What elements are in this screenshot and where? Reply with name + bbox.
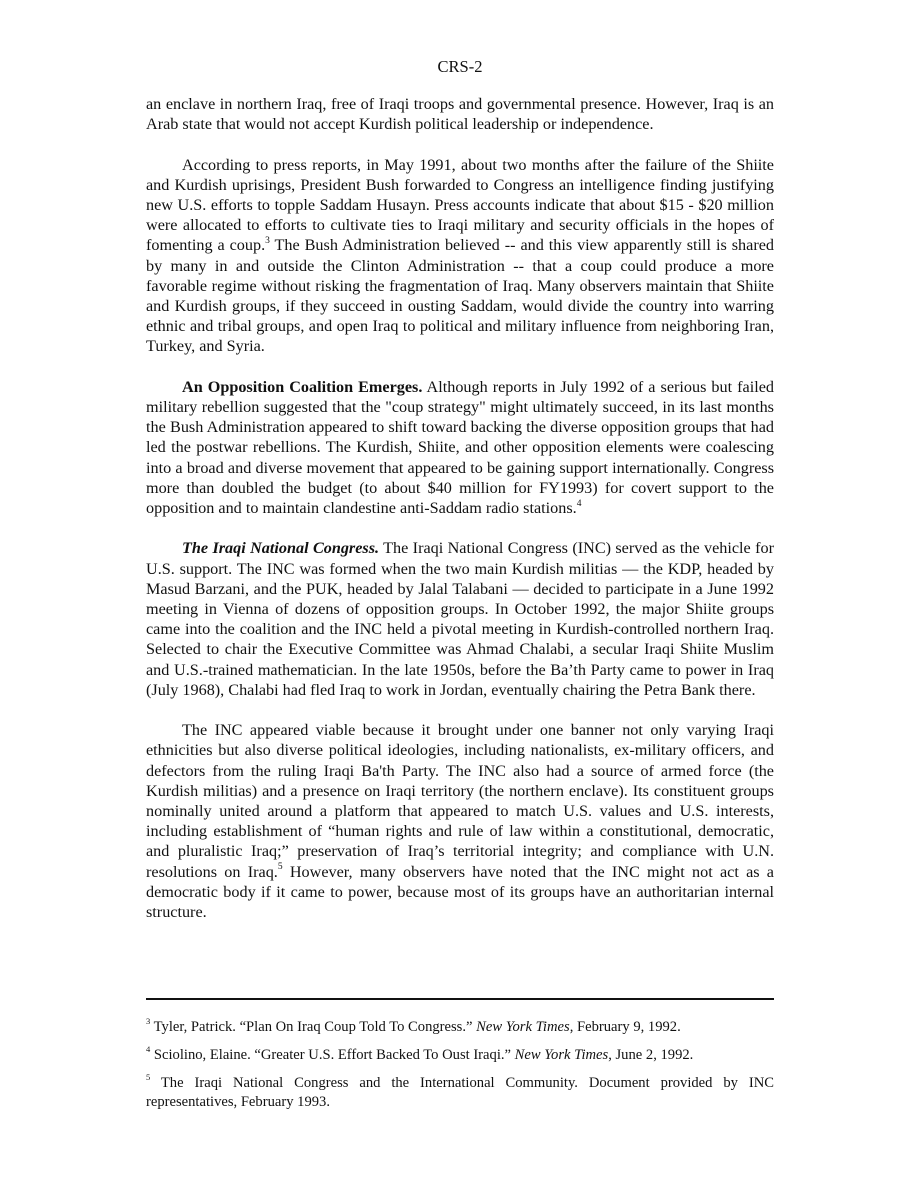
- paragraph-text: an enclave in northern Iraq, free of Iraqi troops and governmental presence. However, Iraq is an Arab state that would not accept Kurdish political leadership or independence.: [146, 95, 774, 134]
- paragraph-text: The Iraqi National Congress (INC) served as the vehicle for U.S. support. The INC was formed when the two main Kurdish militias — the KDP, headed by Masud Barzani, and the PUK, headed by Jalal Talabani — decided to participate in a June 1992 meeting in Vienna of dozens of opposition groups. In October 1992, the major Shiite groups came into the coalition and the INC held a pivotal meeting in Kurdish-controlled northern Iraq. Selected to chair the Executive Committee was Ahmad Chalabi, a secular Iraqi Shiite Muslim and U.S.-trained mathematician. In the late 1950s, before the Ba’th Party came to power in Iraq (July 1968), Chalabi had fled Iraq to work in Jordan, eventually chairing the Petra Bank there.: [146, 539, 774, 699]
- section-heading-inc: The Iraqi National Congress.: [182, 539, 380, 558]
- footnote-ref-3[interactable]: 3: [265, 236, 270, 247]
- page-number-header: CRS-2: [437, 57, 483, 76]
- footnote-5: [146, 1074, 774, 1112]
- document-body: [146, 94, 774, 942]
- paragraph-press-reports: [146, 155, 774, 357]
- paragraph-inc: [146, 538, 774, 700]
- footnotes-section: [146, 1018, 774, 1121]
- footnote-text: The Iraqi National Congress and the International Community. Document provided by INC representatives, February 1993.: [146, 1075, 774, 1110]
- paragraph-text: According to press reports, in May 1991, about two months after the failure of the Shiite and Kurdish uprisings, President Bush forwarded to Congress an intelligence finding justifying new U.S. efforts to topple Saddam Husayn. Press accounts indicate that about $15 - $20 million were allocated to efforts to cultivate ties to Iraqi military and security officials in the hopes of fomenting a coup.: [146, 155, 774, 255]
- footnote-text: , June 2, 1992.: [608, 1047, 694, 1063]
- paragraph-opposition-coalition: [146, 377, 774, 518]
- paragraph-text: The Bush Administration believed -- and this view apparently still is shared by many in and outside the Clinton Administration -- that a coup could produce a more favorable regime without risking the fragmentation of Iraq. Many observers maintain that Shiite and Kurdish groups, if they succeed in ousting Saddam, would divide the country into warring ethnic and tribal groups, and open Iraq to political and military influence from neighboring Iran, Turkey, and Syria.: [146, 236, 774, 356]
- footnote-number: 4: [146, 1044, 151, 1055]
- section-heading-opposition-coalition: An Opposition Coalition Emerges.: [182, 377, 423, 396]
- paragraph-text: The INC appeared viable because it brought under one banner not only varying Iraqi ethnicities but also diverse political ideologies, including nationalists, ex-military officers, and defectors from the ruling Iraqi Ba'th Party. The INC also had a source of armed force (the Kurdish militias) and a presence on Iraqi territory (the northern enclave). Its constituent groups nominally united around a platform that appeared to match U.S. values and U.S. interests, including establishment of “human rights and rule of law within a constitutional, democratic, and pluralistic Iraq;” preservation of Iraq’s territorial integrity; and compliance with U.N. resolutions on Iraq.: [146, 721, 774, 881]
- paragraph-text: Although reports in July 1992 of a serious but failed military rebellion suggested that the "coup strategy" might ultimately succeed, in its last months the Bush Administration appeared to shift toward backing the diverse opposition groups that had led the postwar rebellions. The Kurdish, Shiite, and other opposition elements were coalescing into a broad and diverse movement that appeared to be gaining support internationally. Congress more than doubled the budget (to about $40 million for FY1993) for covert support to the opposition and to maintain clandestine anti-Saddam radio stations.: [146, 377, 774, 518]
- footnote-3: [146, 1018, 774, 1037]
- paragraph-inc-viable: [146, 720, 774, 922]
- footnote-publication: New York Times: [476, 1019, 570, 1035]
- footnote-ref-5[interactable]: 5: [277, 862, 283, 873]
- footnote-publication: New York Times: [514, 1047, 609, 1063]
- footnote-separator-rule: [146, 998, 774, 1000]
- paragraph-enclave: [146, 94, 774, 134]
- footnote-text: , February 9, 1992.: [569, 1019, 681, 1035]
- paragraph-text: However, many observers have noted that the INC might not act as a democratic body if it came to power, because most of its groups have an authoritarian internal structure.: [146, 862, 774, 922]
- footnote-4: [146, 1046, 774, 1065]
- footnote-number: 5: [146, 1072, 151, 1083]
- footnote-text: Sciolino, Elaine. “Greater U.S. Effort Backed To Oust Iraqi.”: [150, 1047, 515, 1063]
- footnote-number: 3: [146, 1016, 151, 1027]
- footnote-ref-4[interactable]: 4: [576, 498, 582, 509]
- footnote-text: Tyler, Patrick. “Plan On Iraq Coup Told To Congress.”: [150, 1019, 477, 1035]
